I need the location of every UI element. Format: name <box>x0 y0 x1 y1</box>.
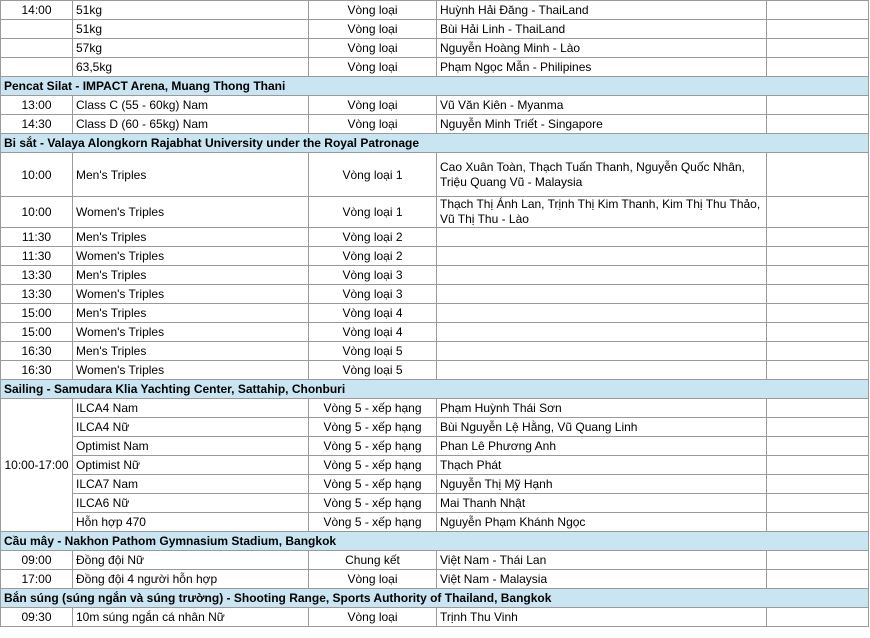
table-row <box>1 418 869 437</box>
table-row <box>1 197 869 228</box>
empty-cell <box>767 418 869 437</box>
empty-cell <box>767 342 869 361</box>
table-row <box>1 153 869 197</box>
athletes-cell: Trịnh Thu Vinh <box>437 608 767 627</box>
empty-cell <box>767 247 869 266</box>
section-title: Bắn súng (súng ngắn và súng trường) - Shooting Range, Sports Authority of Thailand, Bangkok <box>1 589 869 608</box>
athletes-cell: Phạm Huỳnh Thái Sơn <box>437 399 767 418</box>
event-cell: Women's Triples <box>73 285 309 304</box>
time-cell: 16:30 <box>1 342 73 361</box>
time-cell: 10:00 <box>1 197 73 228</box>
time-cell: 13:30 <box>1 285 73 304</box>
athletes-cell: Vũ Văn Kiên - Myanma <box>437 96 767 115</box>
athletes-cell: Thạch Phát <box>437 456 767 475</box>
round-cell: Vòng loại 4 <box>309 323 437 342</box>
empty-cell <box>767 153 869 197</box>
event-cell: Đồng đội 4 người hỗn hợp <box>73 570 309 589</box>
time-cell: 10:00-17:00 <box>1 399 73 532</box>
event-cell: ILCA6 Nữ <box>73 494 309 513</box>
table-row <box>1 494 869 513</box>
table-row <box>1 570 869 589</box>
round-cell: Vòng 5 - xếp hạng <box>309 456 437 475</box>
event-cell: Men's Triples <box>73 304 309 323</box>
time-cell: 17:00 <box>1 570 73 589</box>
round-cell: Vòng loại <box>309 115 437 134</box>
athletes-cell: Thạch Thị Ánh Lan, Trịnh Thị Kim Thanh, Kim Thị Thu Thảo, Vũ Thị Thu - Lào <box>437 197 767 228</box>
event-cell: 57kg <box>73 39 309 58</box>
empty-cell <box>767 228 869 247</box>
table-row <box>1 608 869 627</box>
table-row <box>1 361 869 380</box>
table-row <box>1 437 869 456</box>
athletes-cell: Mai Thanh Nhật <box>437 494 767 513</box>
table-row <box>1 513 869 532</box>
round-cell: Vòng loại <box>309 1 437 20</box>
empty-cell <box>767 570 869 589</box>
round-cell: Vòng 5 - xếp hạng <box>309 513 437 532</box>
round-cell: Vòng loại <box>309 570 437 589</box>
time-cell: 09:00 <box>1 551 73 570</box>
time-cell: 09:30 <box>1 608 73 627</box>
table-row <box>1 20 869 39</box>
section-header-caumay <box>1 532 869 551</box>
empty-cell <box>767 96 869 115</box>
round-cell: Vòng loại <box>309 96 437 115</box>
time-cell <box>1 39 73 58</box>
round-cell: Vòng loại 1 <box>309 197 437 228</box>
section-title: Cầu mây - Nakhon Pathom Gymnasium Stadium, Bangkok <box>1 532 869 551</box>
athletes-cell <box>437 247 767 266</box>
round-cell: Vòng loại <box>309 39 437 58</box>
empty-cell <box>767 323 869 342</box>
athletes-cell: Phạm Ngọc Mẫn - Philipines <box>437 58 767 77</box>
event-cell: Men's Triples <box>73 266 309 285</box>
table-row <box>1 39 869 58</box>
empty-cell <box>767 266 869 285</box>
athletes-cell: Bùi Nguyễn Lệ Hằng, Vũ Quang Linh <box>437 418 767 437</box>
event-cell: Hỗn hợp 470 <box>73 513 309 532</box>
round-cell: Vòng 5 - xếp hạng <box>309 475 437 494</box>
section-title: Pencat Silat - IMPACT Arena, Muang Thong Thani <box>1 77 869 96</box>
empty-cell <box>767 456 869 475</box>
event-cell: ILCA4 Nữ <box>73 418 309 437</box>
section-header-bisat <box>1 134 869 153</box>
event-cell: 63,5kg <box>73 58 309 77</box>
athletes-cell: Huỳnh Hải Đăng - ThaiLand <box>437 1 767 20</box>
empty-cell <box>767 58 869 77</box>
athletes-cell <box>437 323 767 342</box>
time-cell: 11:30 <box>1 247 73 266</box>
athletes-cell: Việt Nam - Thái Lan <box>437 551 767 570</box>
time-cell: 13:30 <box>1 266 73 285</box>
time-cell: 16:30 <box>1 361 73 380</box>
event-cell: Women's Triples <box>73 323 309 342</box>
athletes-cell: Việt Nam - Malaysia <box>437 570 767 589</box>
athletes-cell: Nguyễn Hoàng Minh - Lào <box>437 39 767 58</box>
time-cell: 14:00 <box>1 1 73 20</box>
event-cell: Men's Triples <box>73 342 309 361</box>
event-cell: ILCA7 Nam <box>73 475 309 494</box>
empty-cell <box>767 1 869 20</box>
event-cell: 51kg <box>73 20 309 39</box>
event-cell: Women's Triples <box>73 197 309 228</box>
round-cell: Vòng loại <box>309 608 437 627</box>
event-cell: 10m súng ngắn cá nhân Nữ <box>73 608 309 627</box>
time-cell: 10:00 <box>1 153 73 197</box>
table-row <box>1 475 869 494</box>
athletes-cell <box>437 285 767 304</box>
empty-cell <box>767 399 869 418</box>
empty-cell <box>767 115 869 134</box>
table-row <box>1 551 869 570</box>
athletes-cell: Nguyễn Thị Mỹ Hạnh <box>437 475 767 494</box>
event-cell: Men's Triples <box>73 153 309 197</box>
athletes-cell <box>437 361 767 380</box>
time-cell <box>1 58 73 77</box>
time-cell: 13:00 <box>1 96 73 115</box>
section-header-sailing <box>1 380 869 399</box>
round-cell: Vòng loại 5 <box>309 342 437 361</box>
round-cell: Vòng loại 1 <box>309 153 437 197</box>
table-row <box>1 323 869 342</box>
empty-cell <box>767 197 869 228</box>
round-cell: Vòng loại 4 <box>309 304 437 323</box>
event-cell: 51kg <box>73 1 309 20</box>
athletes-cell <box>437 228 767 247</box>
empty-cell <box>767 494 869 513</box>
table-row <box>1 399 869 418</box>
athletes-cell: Nguyễn Minh Triết - Singapore <box>437 115 767 134</box>
round-cell: Vòng loại 3 <box>309 266 437 285</box>
section-title: Sailing - Samudara Klia Yachting Center, Sattahip, Chonburi <box>1 380 869 399</box>
round-cell: Vòng loại <box>309 58 437 77</box>
event-cell: Women's Triples <box>73 361 309 380</box>
time-cell: 14:30 <box>1 115 73 134</box>
table-row <box>1 304 869 323</box>
table-row <box>1 247 869 266</box>
round-cell: Vòng 5 - xếp hạng <box>309 418 437 437</box>
table-row <box>1 456 869 475</box>
section-header-bansung <box>1 589 869 608</box>
round-cell: Vòng loại 5 <box>309 361 437 380</box>
time-cell <box>1 20 73 39</box>
athletes-cell: Cao Xuân Toàn, Thạch Tuấn Thanh, Nguyễn Quốc Nhân, Triệu Quang Vũ - Malaysia <box>437 153 767 197</box>
event-cell: Women's Triples <box>73 247 309 266</box>
table-row <box>1 228 869 247</box>
round-cell: Vòng 5 - xếp hạng <box>309 437 437 456</box>
empty-cell <box>767 608 869 627</box>
table-row <box>1 1 869 20</box>
table-row <box>1 115 869 134</box>
event-cell: Men's Triples <box>73 228 309 247</box>
empty-cell <box>767 20 869 39</box>
section-header-pencat <box>1 77 869 96</box>
athletes-cell: Phan Lê Phương Anh <box>437 437 767 456</box>
round-cell: Vòng 5 - xếp hạng <box>309 494 437 513</box>
table-row <box>1 342 869 361</box>
table-row <box>1 266 869 285</box>
event-cell: ILCA4 Nam <box>73 399 309 418</box>
empty-cell <box>767 361 869 380</box>
event-cell: Class C (55 - 60kg) Nam <box>73 96 309 115</box>
event-cell: Optimist Nữ <box>73 456 309 475</box>
round-cell: Chung kết <box>309 551 437 570</box>
empty-cell <box>767 304 869 323</box>
table-row <box>1 58 869 77</box>
round-cell: Vòng 5 - xếp hạng <box>309 399 437 418</box>
empty-cell <box>767 475 869 494</box>
time-cell: 11:30 <box>1 228 73 247</box>
empty-cell <box>767 513 869 532</box>
empty-cell <box>767 551 869 570</box>
athletes-cell: Bùi Hải Linh - ThaiLand <box>437 20 767 39</box>
section-title: Bi sắt - Valaya Alongkorn Rajabhat University under the Royal Patronage <box>1 134 869 153</box>
time-cell: 15:00 <box>1 304 73 323</box>
round-cell: Vòng loại 2 <box>309 247 437 266</box>
athletes-cell <box>437 266 767 285</box>
round-cell: Vòng loại 2 <box>309 228 437 247</box>
event-cell: Đồng đội Nữ <box>73 551 309 570</box>
empty-cell <box>767 39 869 58</box>
round-cell: Vòng loại 3 <box>309 285 437 304</box>
event-cell: Class D (60 - 65kg) Nam <box>73 115 309 134</box>
time-cell: 15:00 <box>1 323 73 342</box>
athletes-cell <box>437 304 767 323</box>
event-cell: Optimist Nam <box>73 437 309 456</box>
empty-cell <box>767 437 869 456</box>
table-row <box>1 96 869 115</box>
athletes-cell: Nguyễn Phạm Khánh Ngọc <box>437 513 767 532</box>
round-cell: Vòng loại <box>309 20 437 39</box>
empty-cell <box>767 285 869 304</box>
table-row <box>1 285 869 304</box>
athletes-cell <box>437 342 767 361</box>
